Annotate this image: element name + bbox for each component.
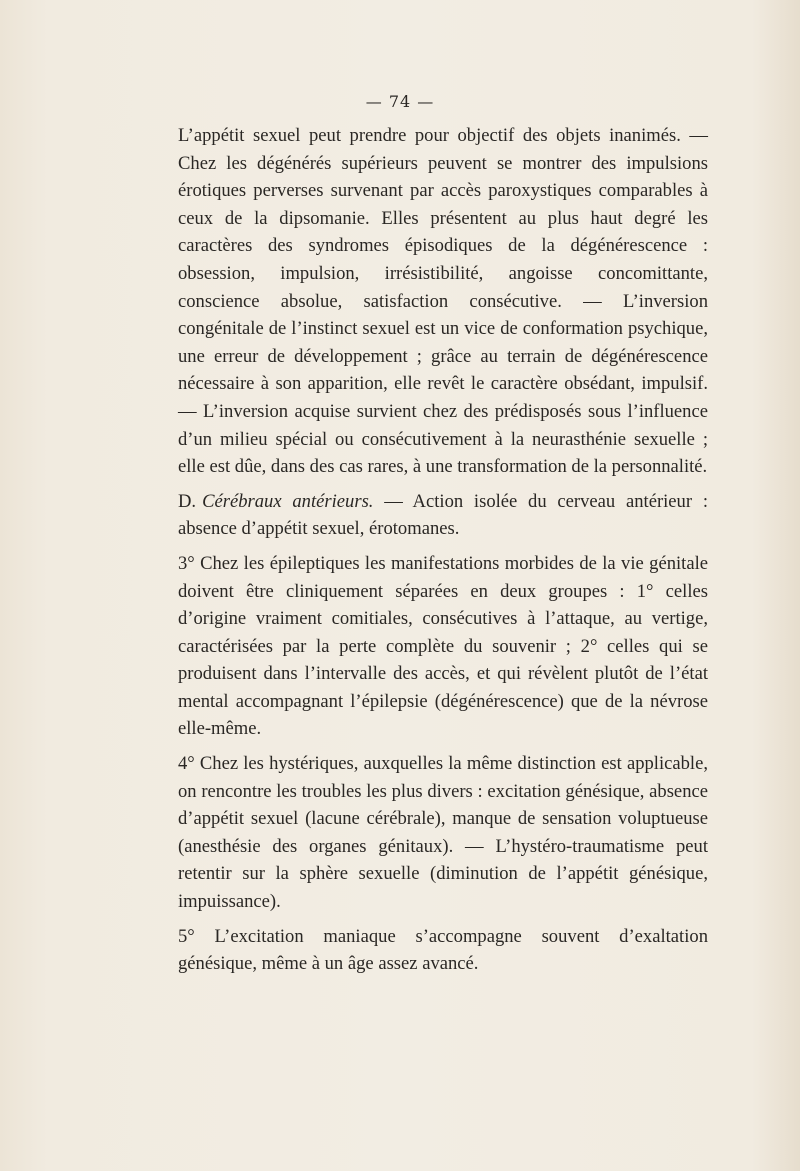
page-number: — 74 — <box>365 92 435 111</box>
paragraph-5: 5° L’excitation maniaque s’accompagne souvent d’exaltation génésique, même à un âge assez avancé. <box>178 925 708 975</box>
section-heading: Cérébraux antérieurs. <box>202 490 374 512</box>
paragraph-2 <box>178 488 708 543</box>
paragraph-3: 3° Chez les épileptiques les manifestations morbides de la vie génitale doivent être cliniquement séparées en deux groupes : 1° celles d’origine vraiment comitiales, consécutives à l’attaque, au vertige, caractérisées par la perte complète du souvenir ; 2° celles qui se produisent dans l’intervalle des accès, et qui révèlent plutôt de l’état mental accompagnant l’épilepsie (dégénérescence) que de la névrose elle-même. <box>178 552 708 740</box>
body-text <box>178 122 708 978</box>
paragraph-4: 4° Chez les hystériques, auxquelles la même distinction est applicable, on rencontre les troubles les plus divers : excitation génésique, absence d’appétit sexuel (lacune cérébrale), manque de sensation voluptueuse (anesthésie des organes génitaux). — L’hystéro-traumatisme peut retentir sur la sphère sexuelle (diminution de l’appétit génésique, impuissance). <box>178 753 708 913</box>
section-label: D. <box>178 490 197 512</box>
paragraph-1: L’appétit sexuel peut prendre pour objectif des objets inanimés. — Chez les dégénérés supérieurs peuvent se montrer des impulsions érotiques perverses survenant par accès paroxystiques comparables à ceux de la dipsomanie. Elles présentent au plus haut degré les caractères des syndromes épisodiques de la dégénérescence : obsession, impulsion, irrésistibilité, angoisse concomittante, conscience absolue, satisfaction consécutive. — L’inversion congénitale de l’instinct sexuel est un vice de conformation psychique, une erreur de développement ; grâce au terrain de dégénérescence nécessaire à son apparition, elle revêt le caractère obsédant, impulsif. — L’inversion acquise survient chez des prédisposés sous l’influence d’un milieu spécial ou consécutivement à la neurasthénie sexuelle ; elle est dûe, dans des cas rares, à une transformation de la personnalité. <box>178 125 708 478</box>
section-text: — Action isolée du cerveau antérieur : absence d’appétit sexuel, érotomanes. <box>178 490 708 540</box>
